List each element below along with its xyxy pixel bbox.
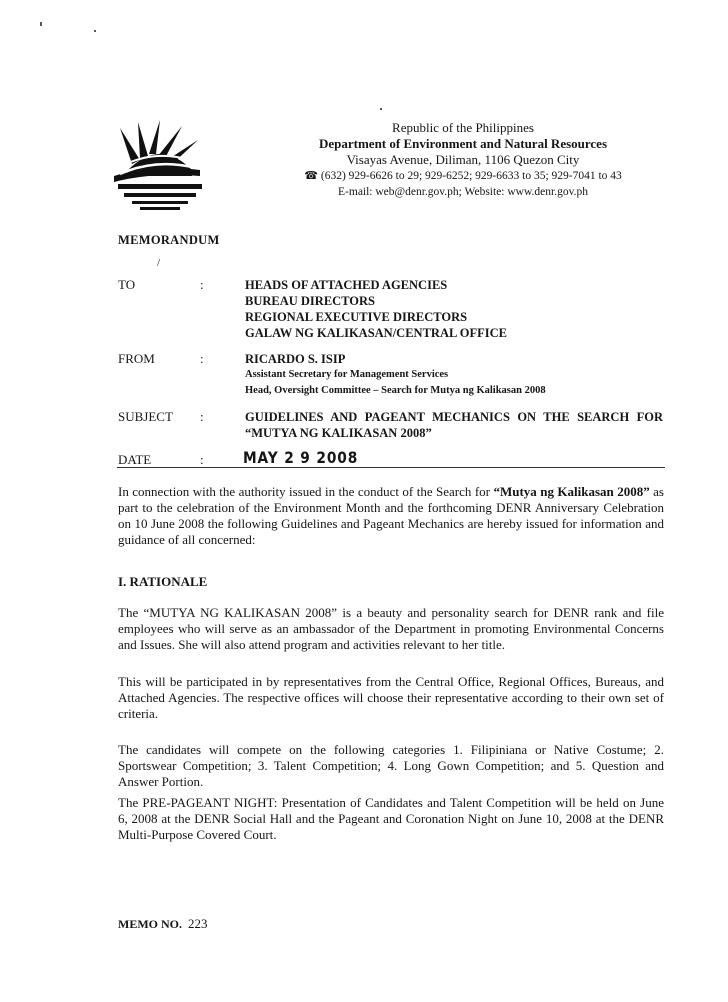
department-name: Department of Environment and Natural Resources: [318, 136, 608, 151]
recipient-line: HEADS OF ATTACHED AGENCIES: [245, 278, 448, 292]
subject-colon: :: [200, 409, 204, 424]
tick-mark: /: [157, 257, 161, 269]
intro-pageant-name: “Mutya ng Kalikasan 2008”: [493, 484, 650, 499]
scan-speck: [380, 108, 382, 110]
intro-text-cont: as part to the celebration of the Environment Month and the forthcoming DENR Anniversary Celebration on 10 June 2008 the following Guidelines and Pageant Mechanics are hereby issued for information and guidance of all concerned:: [118, 484, 664, 547]
phone-line: [228, 168, 698, 184]
telephone-icon: ☎: [304, 170, 318, 182]
intro-text: In connection with the authority issued in the conduct of the Search for: [118, 484, 494, 499]
memo-number-value: 223: [188, 916, 208, 931]
to-label: TO: [118, 277, 136, 292]
categories-paragraph: The candidates will compete on the following categories 1. Filipiniana or Native Costume; 2. Sportswear Competition; 3. Talent Competition; 4. Long Gown Competition; and 5. Question and Answer Portion.: [118, 742, 664, 789]
header-divider: [117, 467, 665, 468]
sender-committee: Head, Oversight Committee – Search for Mutya ng Kalikasan 2008: [245, 385, 546, 396]
scan-speck: [94, 30, 96, 32]
from-label: FROM: [118, 351, 155, 366]
date-colon: :: [200, 452, 204, 467]
letterhead: [228, 120, 698, 200]
from-sender: [245, 351, 546, 399]
recipient-line: GALAW NG KALIKASAN/CENTRAL OFFICE: [245, 326, 507, 340]
participants-paragraph: This will be participated in by representatives from the Central Office, Regional Offices, Bureaus, and Attached Agencies. The respective offices will choose their representative according to their own set of criteria.: [118, 674, 664, 721]
to-recipients: [245, 277, 507, 341]
intro-paragraph: [118, 484, 664, 548]
memo-title: MEMORANDUM: [118, 233, 220, 247]
phone-numbers: (632) 929-6626 to 29; 929-6252; 929-6633 to 35; 929-7041 to 43: [320, 170, 622, 182]
scan-speck: [40, 22, 42, 26]
memo-number: [118, 916, 208, 932]
republic-line: Republic of the Philippines: [392, 120, 534, 135]
subject-label: SUBJECT: [118, 409, 173, 424]
address-line: Visayas Avenue, Diliman, 1106 Quezon City: [346, 152, 580, 167]
recipient-line: BUREAU DIRECTORS: [245, 294, 376, 308]
sender-name: RICARDO S. ISIP: [245, 352, 346, 366]
rationale-paragraph: The “MUTYA NG KALIKASAN 2008” is a beauty and personality search for DENR rank and file employees who will serve as an ambassador of the Department in promoting Environmental Concerns and Issues. She will also attend program and activities relevant to her title.: [118, 605, 664, 652]
section-heading-rationale: I. RATIONALE: [118, 574, 208, 589]
to-colon: :: [200, 277, 204, 292]
recipient-line: REGIONAL EXECUTIVE DIRECTORS: [245, 310, 468, 324]
date-stamp: MAY 2 9 2008: [243, 448, 359, 467]
date-label: DATE: [118, 452, 152, 467]
sender-title: Assistant Secretary for Management Services: [245, 369, 449, 380]
denr-logo-icon: [112, 118, 208, 214]
from-colon: :: [200, 351, 204, 366]
memo-number-label: MEMO NO.: [118, 917, 182, 931]
web-line: E-mail: web@denr.gov.ph; Website: www.denr.gov.ph: [338, 186, 588, 198]
subject-value: GUIDELINES AND PAGEANT MECHANICS ON THE SEARCH FOR “MUTYA NG KALIKASAN 2008”: [245, 410, 663, 440]
schedule-paragraph: The PRE-PAGEANT NIGHT: Presentation of Candidates and Talent Competition will be held on June 6, 2008 at the DENR Social Hall and the Pageant and Coronation Night on June 10, 2008 at the DENR Multi-Purpose Covered Court.: [118, 795, 664, 842]
